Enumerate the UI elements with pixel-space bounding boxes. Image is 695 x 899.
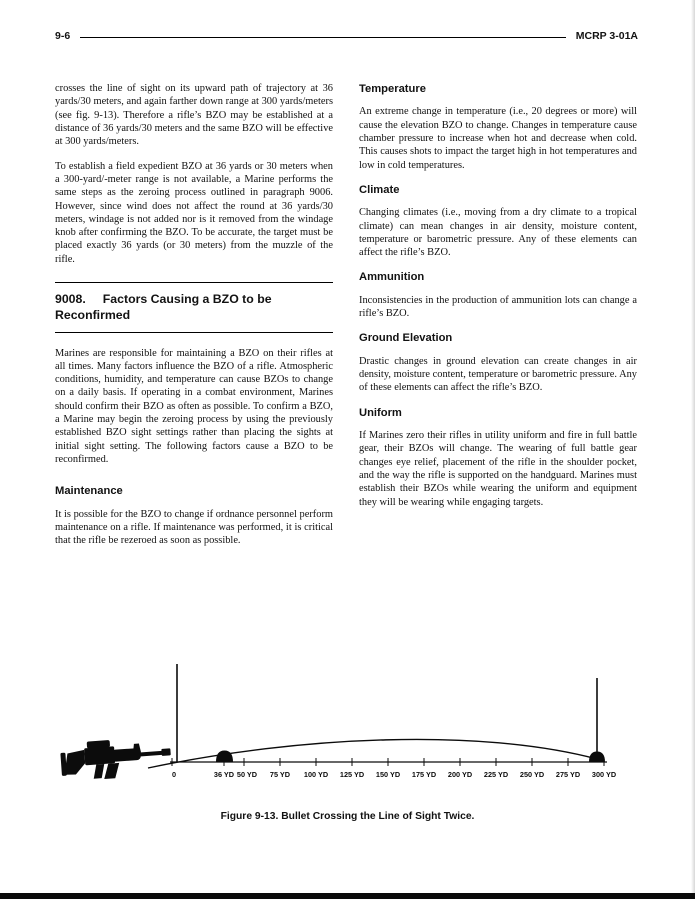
heading-ground-elevation: Ground Elevation — [359, 332, 453, 345]
section-9008-heading — [55, 291, 333, 323]
yard-label-50: 50 YD — [236, 770, 258, 779]
paragraph-factors: Marines are responsible for maintaining a BZO on their rifles at all times. Many factors influence the BZO of a rifle. Atmospheric conditions, humidity, and temperature can cause BZOs to change on a daily basis. If operating in a combat environment, Marines should confirm their BZO as often as possible. To confirm a BZO, a Marine may begin the zeroing process by using the previously established BZO sight settings rather than placing the sights at initial sight setting. The following factors cause a BZO to be reconfirmed. — [55, 347, 333, 465]
figure-9-13 — [0, 648, 695, 822]
heading-ammunition: Ammunition — [359, 271, 425, 284]
yard-label-100: 100 YD — [303, 770, 329, 779]
paragraph-ammunition: Inconsistencies in the production of ammunition lots can change a rifle’s BZO. — [359, 294, 637, 320]
heading-climate: Climate — [359, 183, 400, 196]
header-rule — [80, 37, 566, 38]
paragraph-field-expedient: To establish a field expedient BZO at 36 yards or 30 meters when a 300-yard/-meter range is not available, a Marine performs the same steps as the zeroing process outlined in paragraph 9006. However, since wind does not affect the round at 36 yards/30 meters, windage is not added nor is it removed from the windage knob after confirming the BZO. To be accurate, the target must be placed exactly 36 yards (or 30 meters) from the muzzle of the rifle. — [55, 160, 333, 265]
yard-label-175: 175 YD — [411, 770, 437, 779]
bullet-trajectory-curve — [148, 739, 597, 768]
paragraph-uniform: If Marines zero their rifles in utility uniform and fire in full battle gear, their BZOs will change. The wearing of full battle gear changes eye relief, placement of the rifle in the shoulder pocket, and the way the rifle is supported on the handguard. Marines must establish their BZOs while wearing the uniform and equipment they will be wearing while engaging targets. — [359, 430, 637, 508]
yard-label-275: 275 YD — [555, 770, 581, 779]
yard-scale-labels — [172, 770, 616, 779]
figure-caption: Figure 9-13. Bullet Crossing the Line of Sight Twice. — [220, 811, 475, 822]
yard-label-250: 250 YD — [519, 770, 545, 779]
yard-label-75: 75 YD — [269, 770, 291, 779]
page-number: 9-6 — [55, 30, 71, 42]
rifle-icon — [60, 736, 172, 782]
section-rule-top — [55, 282, 333, 283]
yard-label-225: 225 YD — [483, 770, 509, 779]
yard-label-200: 200 YD — [447, 770, 473, 779]
paragraph-temperature: An extreme change in temperature (i.e., 20 degrees or more) will cause the elevation BZO to change. Changes in temperature cause chamber pressure to increase when hot and decrease when cold. This causes shots to impact the target high in hot temperatures and low in cold temperatures. — [359, 106, 637, 171]
trajectory-diagram — [0, 648, 695, 798]
heading-uniform: Uniform — [359, 406, 402, 419]
page-header — [55, 30, 638, 42]
heading-temperature: Temperature — [359, 83, 426, 95]
target-silhouette-300yd — [589, 752, 605, 763]
yard-label-150: 150 YD — [375, 770, 401, 779]
section-ground-elevation — [359, 331, 637, 394]
paragraph-trajectory: crosses the line of sight on its upward path of trajectory at 36 yards/30 meters, and again farther down range at 300 yards/meters (see fig. 9-13). Therefore a rifle’s BZO may be established at a distance of 36 yards/30 meters and the same BZO will be effective at 300 yards/meters. — [55, 83, 333, 148]
section-temperature — [359, 82, 637, 172]
yard-label-36: 36 YD — [213, 770, 235, 779]
yard-label-300: 300 YD — [591, 770, 617, 779]
section-9008 — [55, 282, 333, 332]
paragraph-ground-elevation: Drastic changes in ground elevation can create changes in air density, moisture content, temperature or barometric pressure. Any of these elements can affect the rifle’s BZO. — [359, 355, 637, 394]
section-number: 9008. — [55, 292, 86, 307]
section-rule-bottom — [55, 332, 333, 333]
heading-maintenance: Maintenance — [55, 485, 123, 498]
paragraph-maintenance: It is possible for the BZO to change if ordnance personnel perform maintenance on a rifle. If maintenance was performed, it is critical that the rifle be rezeroed as soon as possible. — [55, 508, 333, 547]
two-column-body — [55, 82, 638, 559]
scan-edge-right — [691, 0, 695, 899]
section-ammunition — [359, 270, 637, 320]
left-column — [55, 82, 333, 559]
right-column — [359, 82, 637, 559]
paragraph-climate: Changing climates (i.e., moving from a dry climate to a tropical climate) can mean changes in air density, moisture content, temperature or barometric pressure. Any of these elements can affect the rifle’s BZO. — [359, 207, 637, 259]
section-title: Factors Causing a BZO to be Reconfirmed — [55, 292, 272, 323]
doc-id: MCRP 3-01A — [575, 30, 638, 42]
yard-label-125: 125 YD — [339, 770, 365, 779]
scan-edge-bottom — [0, 893, 695, 899]
section-uniform — [359, 406, 637, 509]
section-climate — [359, 183, 637, 260]
yard-label-0: 0 — [171, 770, 177, 779]
